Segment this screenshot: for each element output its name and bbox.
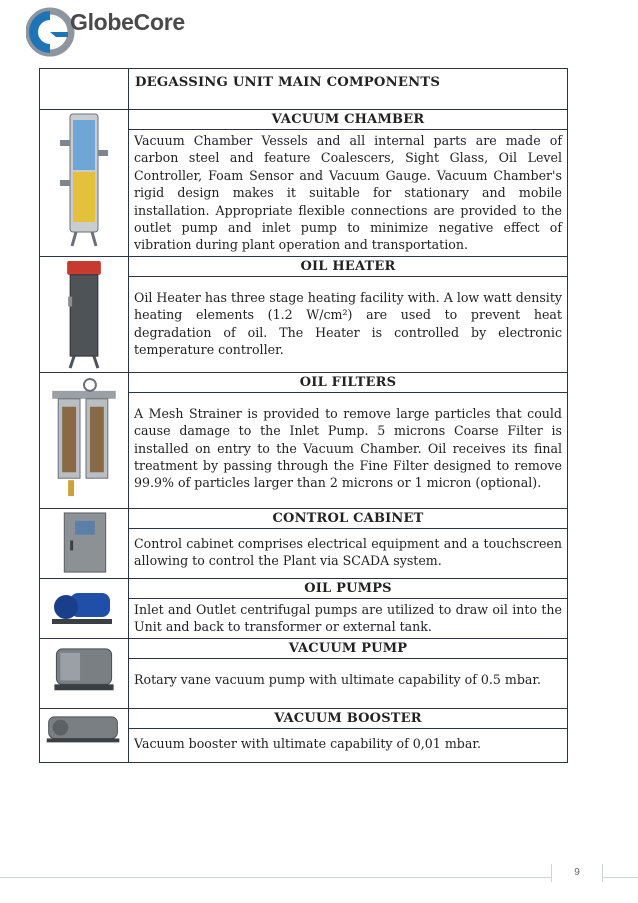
component-heading: VACUUM BOOSTER: [129, 709, 567, 729]
component-description: Vacuum booster with ultimate capability of 0,01 mbar.: [134, 735, 481, 751]
footer-divider: [0, 877, 638, 878]
vacuum-booster-cell: [129, 708, 568, 762]
vacuum-pump-image: [40, 639, 128, 708]
oil-heater-image-cell: [40, 256, 129, 372]
vacuum-pump-image-cell: [40, 638, 129, 708]
oil-filters-image-cell: [40, 372, 129, 508]
page-number: 9: [551, 864, 603, 882]
title-cell: [129, 69, 568, 110]
oil-heater-image: [40, 257, 128, 372]
component-heading: VACUUM CHAMBER: [129, 110, 567, 130]
control-cabinet-image-cell: [40, 508, 129, 578]
control-cabinet-cell: [129, 508, 568, 578]
component-heading: OIL FILTERS: [129, 373, 567, 393]
brand-name: GlobeCore: [70, 9, 185, 35]
oil-pump-image-cell: [40, 578, 129, 638]
components-table: [39, 68, 568, 763]
vacuum-booster-image: [40, 709, 128, 762]
component-description: Oil Heater has three stage heating facility with. A low watt density heating elements (1.2 W/cm²) are used to prevent heat degradation of oil. The Heater is controlled by electronic temperature controller.: [134, 289, 562, 358]
oil-pumps-cell: [129, 578, 568, 638]
document-title: DEGASSING UNIT MAIN COMPONENTS: [135, 75, 441, 90]
component-description: A Mesh Strainer is provided to remove large particles that could cause damage to the Inlet Pump. 5 microns Coarse Filter is installed on entry to the Vacuum Chamber. Oil receives its final treatment by passing through the Fine Filter designed to remove 99.9% of particles larger than 2 microns or 1 micron (optional).: [134, 405, 562, 491]
component-heading: VACUUM PUMP: [129, 639, 567, 659]
oil-heater-cell: [129, 256, 568, 372]
component-heading: CONTROL CABINET: [129, 509, 567, 529]
title-empty-cell: [40, 69, 129, 110]
oil-filters-cell: [129, 372, 568, 508]
vacuum-chamber-image-cell: [40, 110, 129, 257]
component-description: Inlet and Outlet centrifugal pumps are utilized to draw oil into the Unit and back to transformer or external tank.: [134, 601, 562, 635]
component-description: Control cabinet comprises electrical equipment and a touchscreen allowing to control the Plant via SCADA system.: [134, 535, 562, 569]
control-cabinet-image: [40, 509, 128, 578]
vacuum-pump-cell: [129, 638, 568, 708]
component-heading: OIL HEATER: [129, 257, 567, 277]
component-description: Vacuum Chamber Vessels and all internal parts are made of carbon steel and feature Coalescers, Sight Glass, Oil Level Controller, Foam Sensor and Vacuum Gauge. Vacuum Chamber's rigid design makes it suitable for stationary and mobile installation. Appropriate flexible connections are provided to the outlet pump and inlet pump to minimize negative effect of vibration during plant operation and transportation.: [134, 133, 562, 253]
oil-pump-image: [40, 579, 128, 638]
component-description: Rotary vane vacuum pump with ultimate capability of 0.5 mbar.: [134, 671, 542, 687]
vacuum-booster-image-cell: [40, 708, 129, 762]
vacuum-chamber-image: [40, 110, 128, 256]
component-heading: OIL PUMPS: [129, 579, 567, 599]
oil-filters-image: [40, 373, 128, 508]
vacuum-chamber-cell: [129, 110, 568, 257]
